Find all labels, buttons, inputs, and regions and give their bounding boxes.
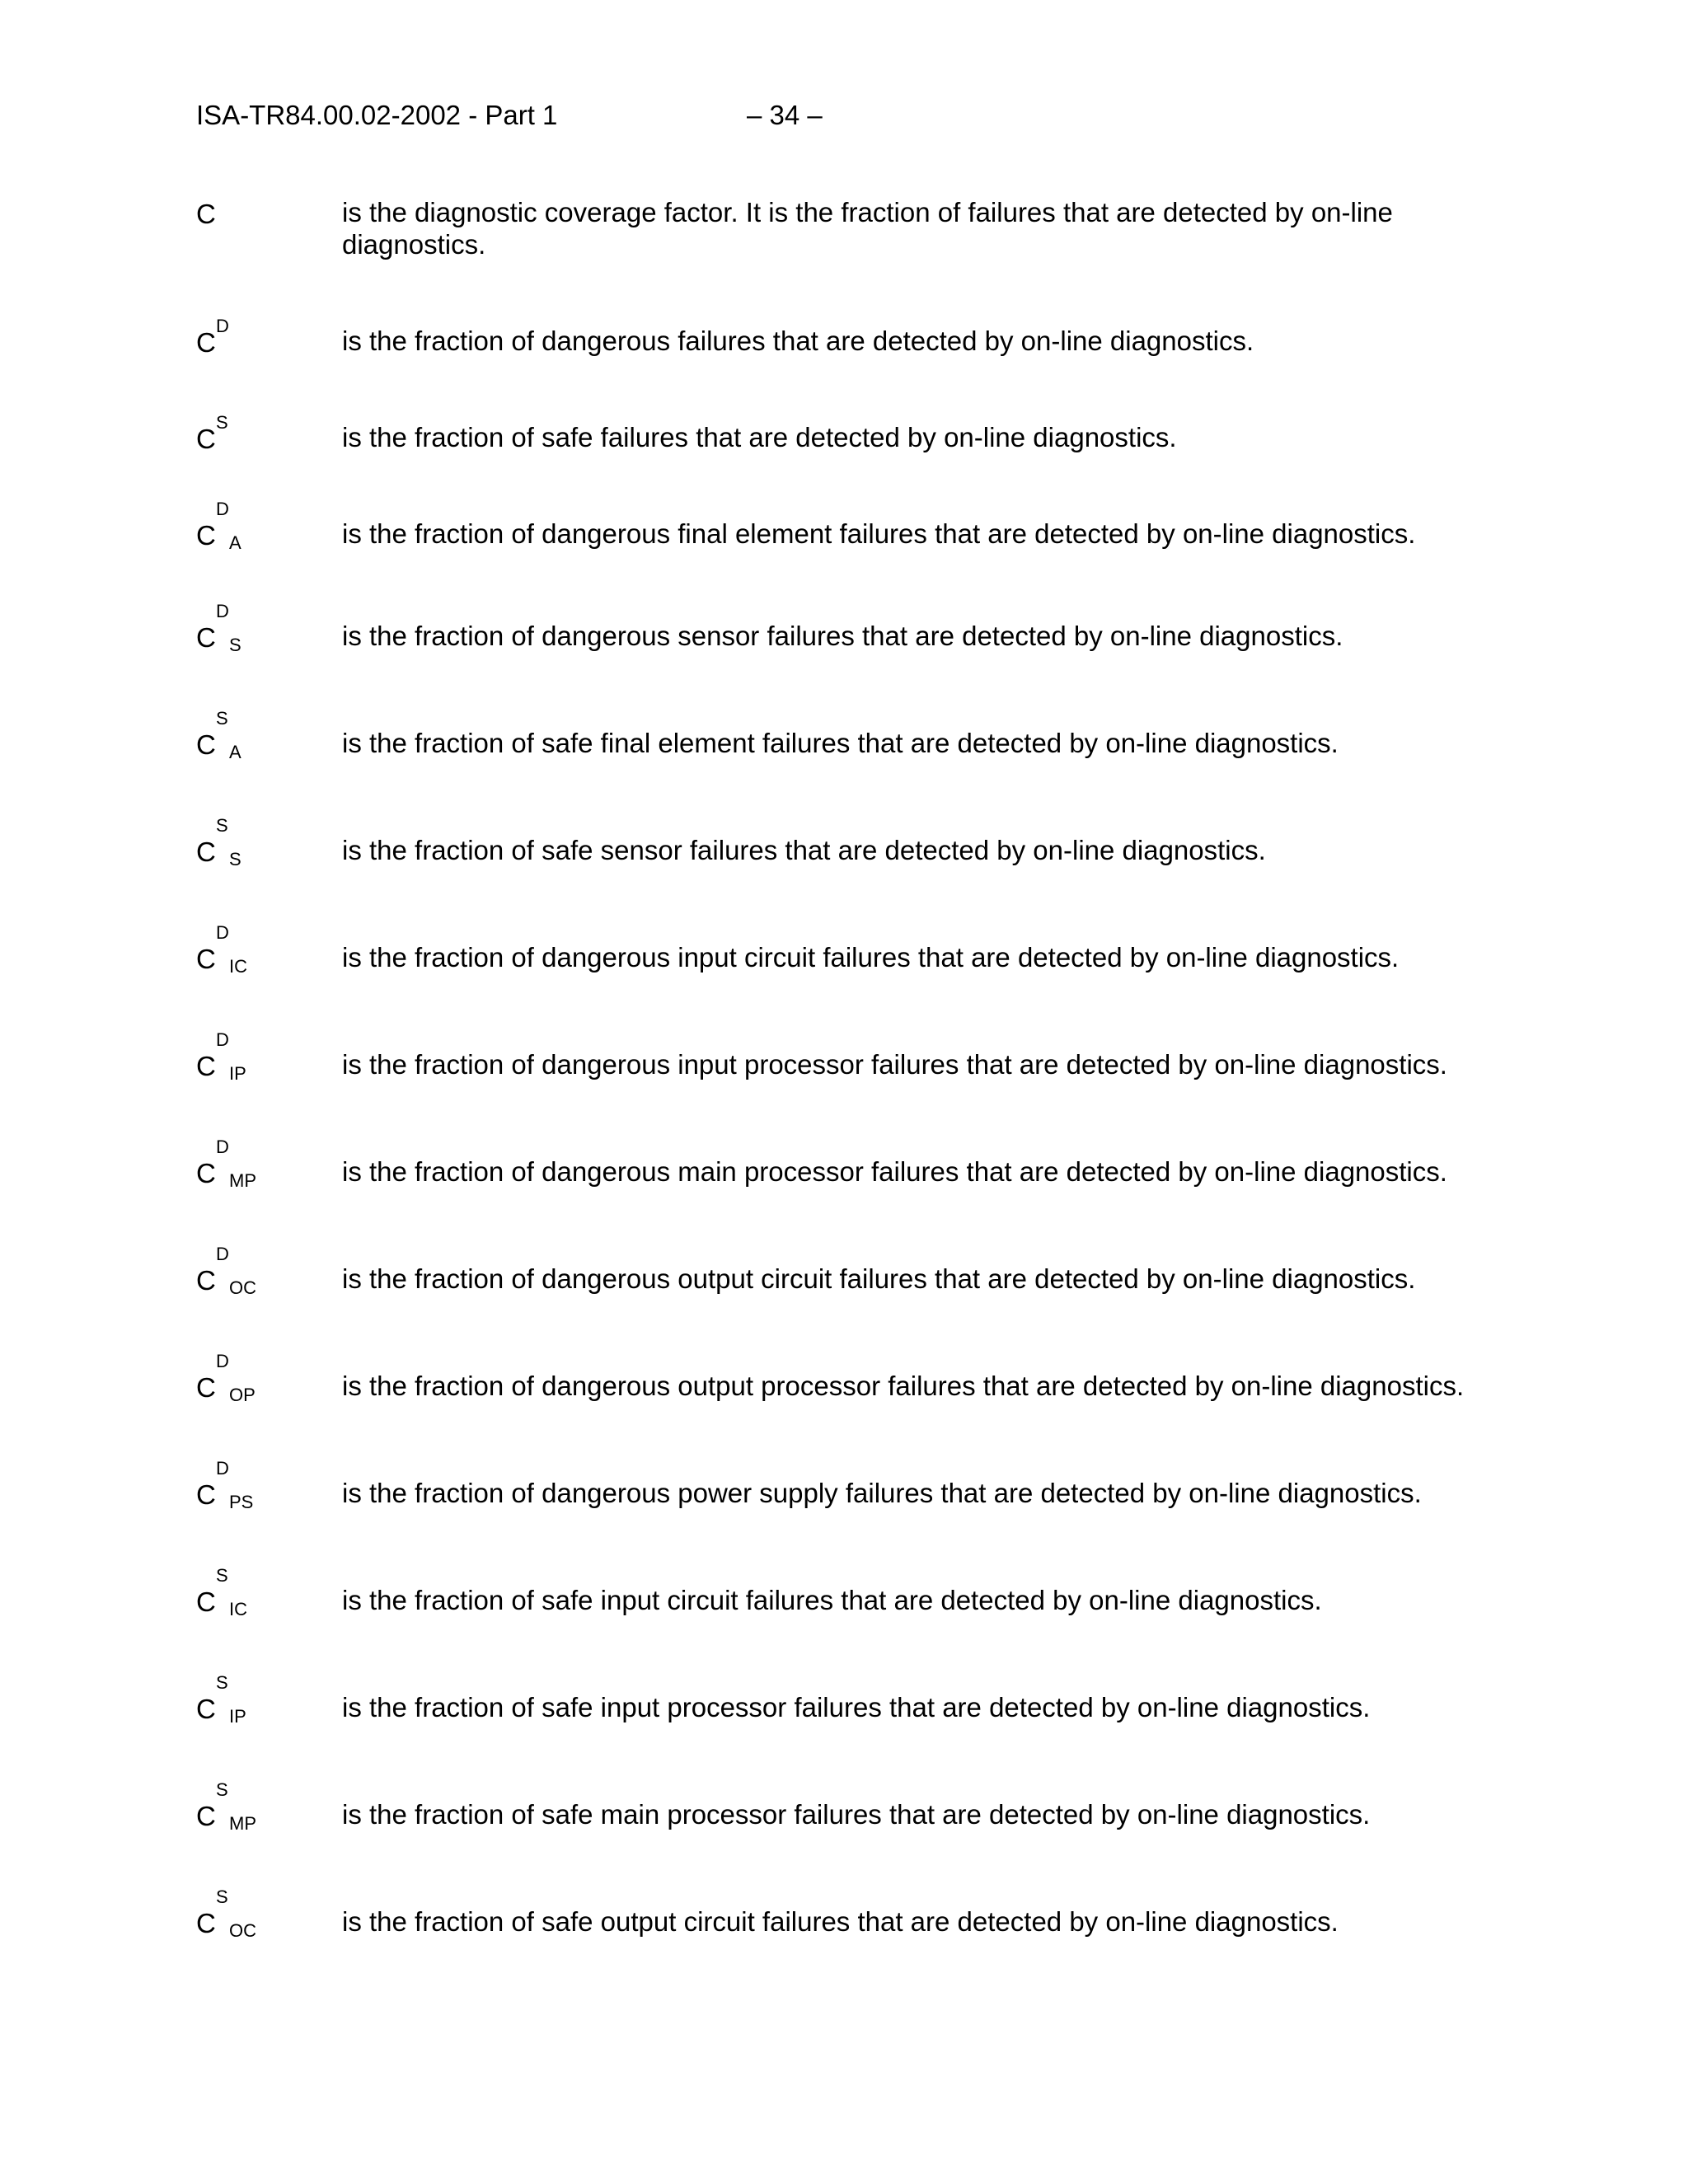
- symbol-superscript: D: [216, 1137, 229, 1157]
- definition-text: is the fraction of dangerous output circuit failures that are detected by on-line diagnostics.: [342, 1263, 1416, 1294]
- definition-text: is the fraction of safe final element failures that are detected by on-line diagnostics.: [342, 728, 1339, 758]
- definition-symbol: C D OP: [196, 1351, 256, 1405]
- definition-text: is the fraction of dangerous input circuit failures that are detected by on-line diagnostics.: [342, 942, 1400, 972]
- definition-text: is the fraction of dangerous input processor failures that are detected by on-line diagnostics.: [342, 1049, 1447, 1080]
- definition-text: is the fraction of dangerous output processor failures that are detected by on-line diagnostics.: [342, 1371, 1465, 1401]
- definition-text: is the fraction of safe sensor failures that are detected by on-line diagnostics.: [342, 835, 1266, 865]
- page-number: – 34 –: [747, 100, 823, 130]
- symbol-subscript: OC: [229, 1277, 256, 1298]
- symbol-superscript: D: [216, 1458, 229, 1479]
- symbol-subscript: PS: [229, 1492, 254, 1512]
- definition-symbol: C S OC: [196, 1886, 256, 1941]
- definition-text: is the fraction of dangerous final element failures that are detected by on-line diagnostics.: [342, 518, 1416, 549]
- definition-symbol: C S S: [196, 815, 241, 869]
- definition-symbol: C S MP: [196, 1779, 256, 1834]
- definition-text: is the fraction of safe failures that are detected by on-line diagnostics.: [342, 422, 1177, 452]
- definition-text: is the fraction of safe main processor failures that are detected by on-line diagnostics.: [342, 1799, 1371, 1830]
- document-id-header: ISA-TR84.00.02-2002 - Part 1: [196, 100, 558, 130]
- definition-symbol: C D OC: [196, 1244, 256, 1298]
- definition-symbol: C S A: [196, 708, 241, 762]
- definition-symbol: C: [196, 199, 216, 229]
- symbol-superscript: S: [216, 1886, 228, 1907]
- symbol-superscript: D: [216, 316, 229, 336]
- symbol-superscript: S: [216, 1779, 228, 1800]
- definition-text: is the fraction of safe input circuit failures that are detected by on-line diagnostics.: [342, 1585, 1322, 1615]
- definition-text: is the fraction of dangerous power supply failures that are detected by on-line diagnostics.: [342, 1478, 1422, 1508]
- symbol-subscript: IC: [229, 956, 247, 977]
- definition-text: is the fraction of safe output circuit failures that are detected by on-line diagnostics.: [342, 1906, 1339, 1937]
- symbol-subscript: S: [229, 849, 241, 869]
- symbol-subscript: IP: [229, 1706, 246, 1727]
- definition-text: is the diagnostic coverage factor. It is the fraction of failures that are detected by on-line diagnostics.: [342, 197, 1393, 260]
- symbol-superscript: S: [216, 412, 228, 433]
- definition-symbol: C D IC: [196, 922, 247, 977]
- symbol-subscript: MP: [229, 1170, 256, 1191]
- definition-text: is the fraction of dangerous sensor failures that are detected by on-line diagnostics.: [342, 621, 1343, 651]
- definition-symbol: C D A: [196, 499, 241, 553]
- symbol-superscript: S: [216, 1672, 228, 1693]
- definition-symbol: C S: [196, 412, 228, 454]
- definition-symbol: C D MP: [196, 1137, 256, 1191]
- symbol-subscript: A: [229, 742, 241, 762]
- definition-symbol: C D IP: [196, 1029, 246, 1084]
- definition-symbol: C D: [196, 316, 229, 358]
- symbol-subscript: S: [229, 635, 241, 655]
- symbol-subscript: IP: [229, 1063, 246, 1084]
- definition-symbol: C D PS: [196, 1458, 254, 1512]
- symbol-superscript: S: [216, 708, 228, 729]
- symbol-superscript: D: [216, 1351, 229, 1371]
- symbol-superscript: S: [216, 815, 228, 836]
- definition-text: is the fraction of dangerous main processor failures that are detected by on-line diagnostics.: [342, 1156, 1447, 1187]
- symbol-subscript: A: [229, 532, 241, 553]
- symbol-superscript: D: [216, 1029, 229, 1050]
- symbol-subscript: OP: [229, 1385, 256, 1405]
- symbol-subscript: IC: [229, 1599, 247, 1619]
- definition-text: is the fraction of safe input processor failures that are detected by on-line diagnostics.: [342, 1692, 1371, 1722]
- definition-symbol: C S IC: [196, 1565, 247, 1619]
- symbol-subscript: OC: [229, 1920, 256, 1941]
- symbol-superscript: D: [216, 499, 229, 519]
- definition-symbol: C D S: [196, 601, 241, 655]
- symbol-superscript: D: [216, 922, 229, 943]
- symbol-subscript: MP: [229, 1813, 256, 1834]
- symbol-superscript: D: [216, 1244, 229, 1264]
- definition-symbol: C S IP: [196, 1672, 246, 1727]
- symbol-superscript: D: [216, 601, 229, 621]
- definition-text: is the fraction of dangerous failures that are detected by on-line diagnostics.: [342, 326, 1254, 356]
- symbol-superscript: S: [216, 1565, 228, 1586]
